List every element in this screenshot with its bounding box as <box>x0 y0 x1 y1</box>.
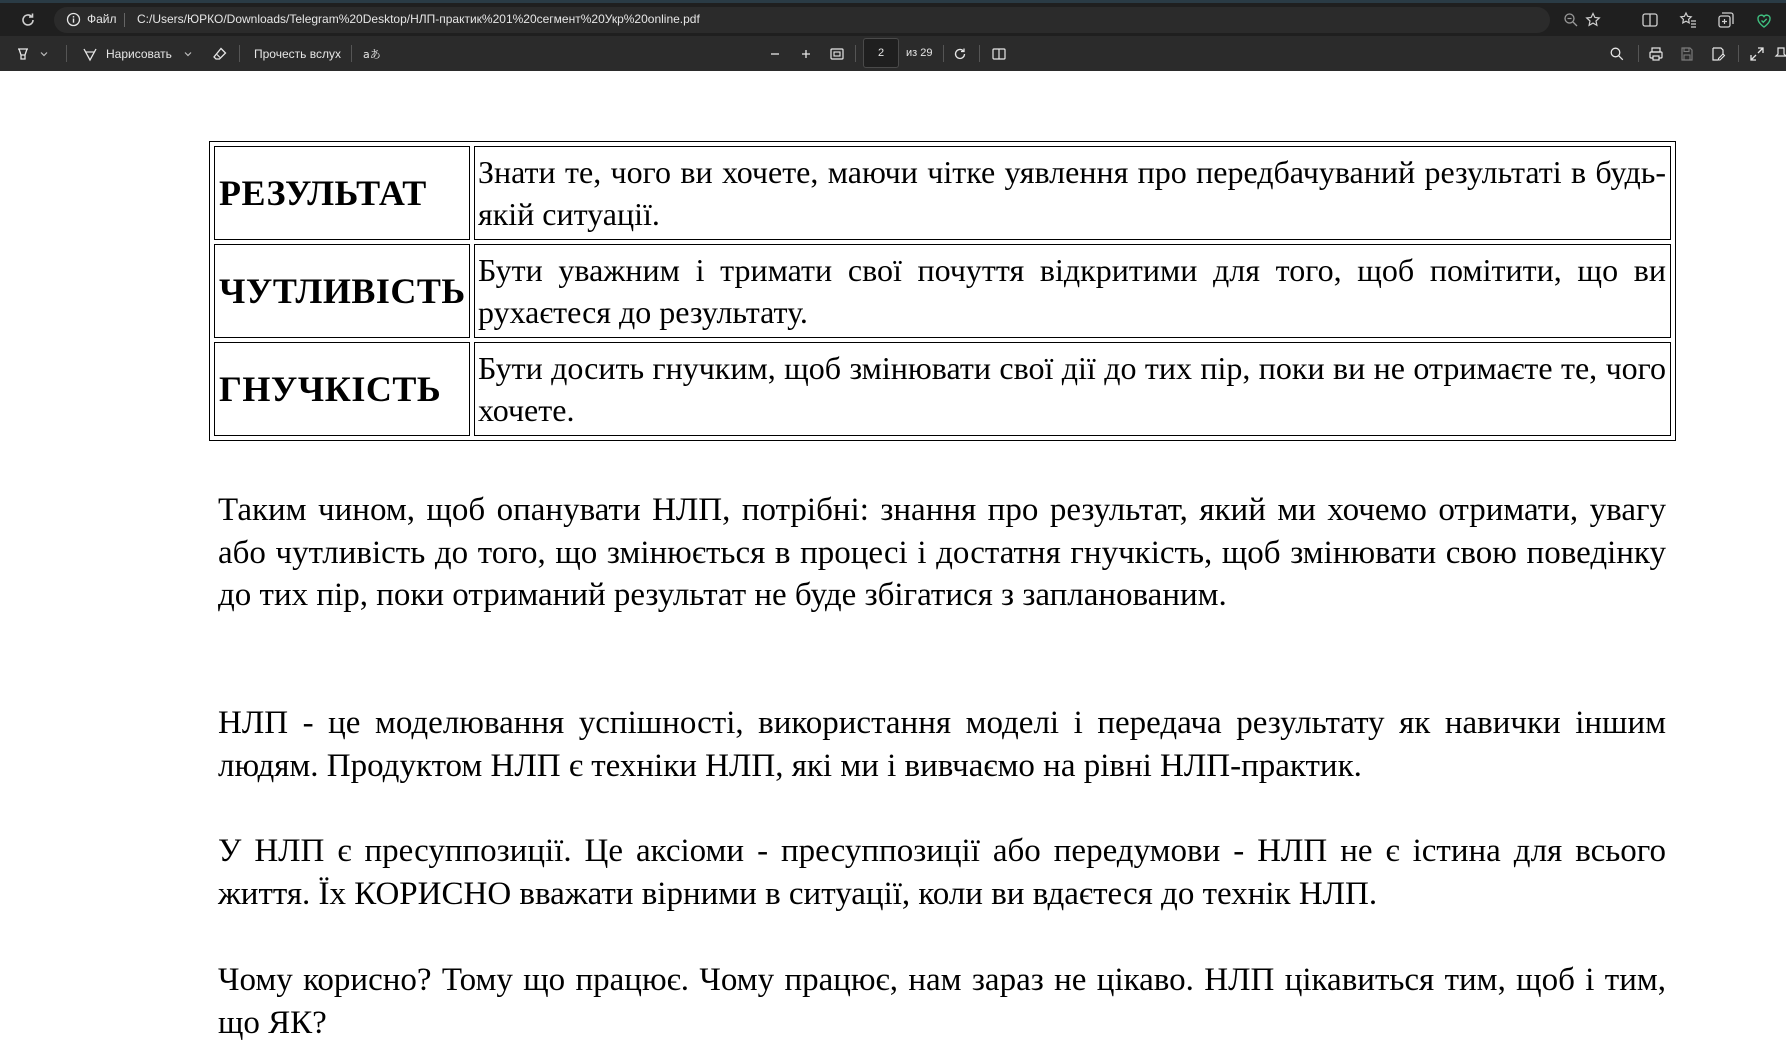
toolbar-divider <box>1638 45 1639 62</box>
pin-toolbar-button[interactable] <box>1776 36 1786 71</box>
pdf-page <box>0 71 1786 1041</box>
url-field[interactable] <box>54 7 1550 33</box>
site-info-icon[interactable] <box>66 12 81 27</box>
address-bar <box>0 0 1786 36</box>
search-button[interactable] <box>1609 36 1625 71</box>
toolbar-divider <box>855 45 856 62</box>
save-icon <box>1679 46 1695 62</box>
paragraph: Чому корисно? Тому що працює. Чому працює, нам зараз не цікаво. НЛП цікавиться тим, щоб і тим, що ЯК? <box>218 962 1666 1041</box>
table-term: ЧУТЛИВІСТЬ <box>214 244 470 338</box>
save-as-icon <box>1710 46 1726 62</box>
toolbar-divider <box>1738 45 1739 62</box>
fit-page-button[interactable] <box>829 36 845 71</box>
table-description: Бути уважним і тримати свої почуття відкритими для того, щоб помітити, що ви рухаєтеся до результату. <box>474 244 1671 338</box>
rotate-icon <box>952 46 968 62</box>
pdf-toolbar <box>0 36 1786 71</box>
favorite-star-icon[interactable] <box>1584 11 1602 29</box>
chevron-down-icon[interactable] <box>182 48 194 60</box>
svg-text:aあ: aあ <box>363 47 381 61</box>
url-text[interactable]: C:/Users/ЮРКО/Downloads/Telegram%20Desktop/НЛП-практик%201%20сегмент%20Укр%20online.pdf <box>137 12 700 26</box>
paragraph: Таким чином, щоб опанувати НЛП, потрібні: знання про результат, який ми хочемо отримати, увагу або чутливість до того, що змінюється в процесі і достатня гнучкість, щоб змінювати свою поведінку до тих пір, поки отриманий результат не буде збігатися з запланованим. <box>218 492 1666 613</box>
save-as-button[interactable] <box>1710 36 1726 71</box>
highlight-button[interactable] <box>14 36 50 71</box>
translate-button[interactable] <box>363 36 381 71</box>
table-term: РЕЗУЛЬТАТ <box>214 146 470 240</box>
chevron-down-icon[interactable] <box>38 48 50 60</box>
paragraph: НЛП - це моделювання успішності, використання моделі і передача результату як навички іншим людям. Продуктом НЛП є техніки НЛП, які ми і вивчаємо на рівні НЛП-практик. <box>218 705 1666 784</box>
page-view-icon <box>991 46 1007 62</box>
split-screen-icon[interactable] <box>1640 10 1660 30</box>
table-row <box>214 342 1671 436</box>
zoom-icon[interactable] <box>1562 11 1580 29</box>
reload-icon[interactable] <box>18 10 38 30</box>
print-icon <box>1648 46 1664 62</box>
url-divider <box>124 13 125 27</box>
translate-icon <box>363 46 381 62</box>
table-description: Бути досить гнучким, щоб змінювати свої дії до тих пір, поки ви не отримаєте те, чого хочете. <box>474 342 1671 436</box>
zoom-out-button[interactable] <box>768 36 782 71</box>
draw-icon <box>82 46 98 62</box>
fullscreen-button[interactable] <box>1749 36 1765 71</box>
file-scheme-label[interactable]: Файл <box>87 12 117 26</box>
browser-essentials-icon[interactable] <box>1754 10 1774 30</box>
favorites-icon[interactable] <box>1678 10 1698 30</box>
toolbar-divider <box>943 45 944 62</box>
page-number-input[interactable]: 2 <box>863 38 899 68</box>
save-button[interactable] <box>1679 36 1695 71</box>
print-button[interactable] <box>1648 36 1664 71</box>
rotate-button[interactable] <box>952 36 968 71</box>
toolbar-divider <box>239 45 240 62</box>
minus-icon <box>768 47 782 61</box>
page-view-button[interactable] <box>991 36 1007 71</box>
collections-icon[interactable] <box>1716 10 1736 30</box>
table-term: ГНУЧКІСТЬ <box>214 342 470 436</box>
definitions-table <box>209 141 1676 441</box>
table-description: Знати те, чого ви хочете, маючи чітке уявлення про передбачуваний результаті в будь-якій ситуації. <box>474 146 1671 240</box>
draw-button[interactable] <box>82 36 194 71</box>
pin-icon <box>1776 46 1786 62</box>
table-row <box>214 244 1671 338</box>
draw-label: Нарисовать <box>106 46 172 61</box>
eraser-button[interactable] <box>212 36 228 71</box>
fit-page-icon <box>829 46 845 62</box>
eraser-icon <box>212 46 228 62</box>
toolbar-divider <box>351 45 352 62</box>
plus-icon <box>799 47 813 61</box>
toolbar-divider <box>66 45 67 62</box>
toolbar-divider <box>979 45 980 62</box>
page-count-label: из 29 <box>906 47 933 59</box>
table-row <box>214 146 1671 240</box>
highlighter-icon <box>14 45 32 63</box>
zoom-in-button[interactable] <box>799 36 813 71</box>
search-icon <box>1609 46 1625 62</box>
read-aloud-label: Прочесть вслух <box>254 46 341 61</box>
read-aloud-button[interactable] <box>254 36 341 71</box>
fullscreen-icon <box>1749 46 1765 62</box>
paragraph: У НЛП є пресуппозиції. Це аксіоми - пресуппозиції або передумови - НЛП не є істина для всього життя. Їх КОРИСНО вважати вірними в ситуації, коли ви вдаєтеся до технік НЛП. <box>218 833 1666 912</box>
